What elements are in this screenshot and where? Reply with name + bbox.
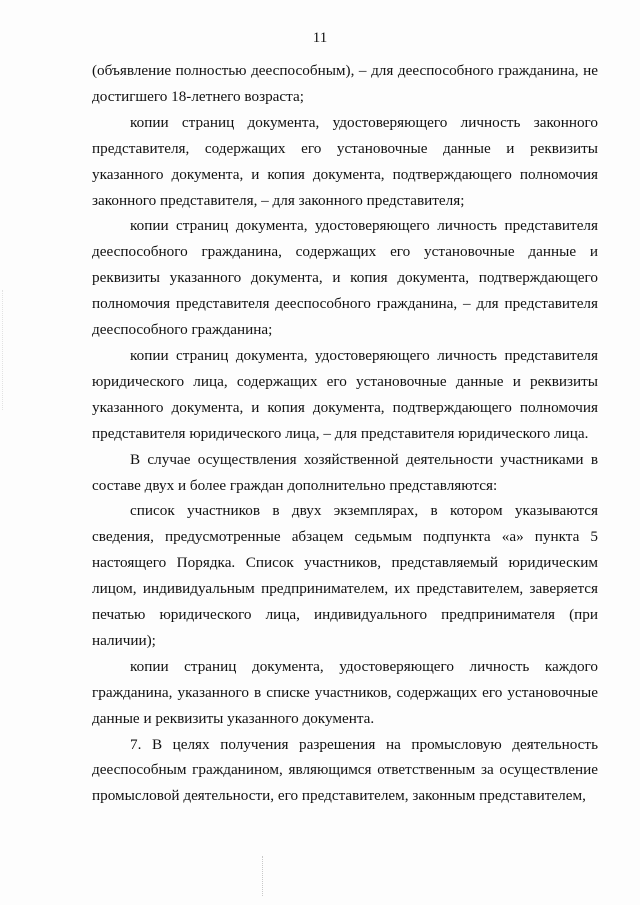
paragraph: копии страниц документа, удостоверяющего личность представителя юридического лица, содержащих его установочные данные и реквизиты указанного документа, и копия документа, подтверждающего полномочия представителя юридического лица, – для представителя юридического лица.	[92, 346, 598, 442]
paragraph: 7. В целях получения разрешения на промысловую деятельность дееспособным гражданином, являющимся ответственным за осуществление промысловой деятельности, его представителем, законным представителем,	[92, 735, 598, 805]
paragraph: список участников в двух экземплярах, в котором указываются сведения, предусмотренные абзацем седьмым подпункта «а» пункта 5 настоящего Порядка. Список участников, представляемый юридическим лицом, индивидуальным предпринимателем, их представителем, заверяется печатью юридического лица, индивидуального предпринимателя (при наличии);	[92, 502, 598, 649]
paragraph: копии страниц документа, удостоверяющего личность каждого гражданина, указанного в списке участников, содержащих его установочные данные и реквизиты указанного документа.	[92, 657, 598, 727]
paragraph: копии страниц документа, удостоверяющего личность представителя дееспособного гражданина, содержащих его установочные данные и реквизиты указанного документа, и копия документа, подтверждающего полномочия представителя дееспособного гражданина, – для представителя дееспособного гражданина;	[92, 217, 598, 339]
scan-artifact	[2, 290, 4, 410]
paragraph: копии страниц документа, удостоверяющего личность законного представителя, содержащих его установочные данные и реквизиты указанного документа, и копия документа, подтверждающего полномочия законного представителя, – для законного представителя;	[92, 113, 598, 209]
paragraph: (объявление полностью дееспособным), – для дееспособного гражданина, не достигшего 18-летнего возраста;	[92, 62, 598, 105]
page-number: 11	[312, 30, 328, 46]
scan-artifact	[262, 856, 264, 896]
paragraph: В случае осуществления хозяйственной деятельности участниками в составе двух и более граждан дополнительно представляются:	[92, 450, 598, 494]
document-body	[92, 58, 598, 809]
